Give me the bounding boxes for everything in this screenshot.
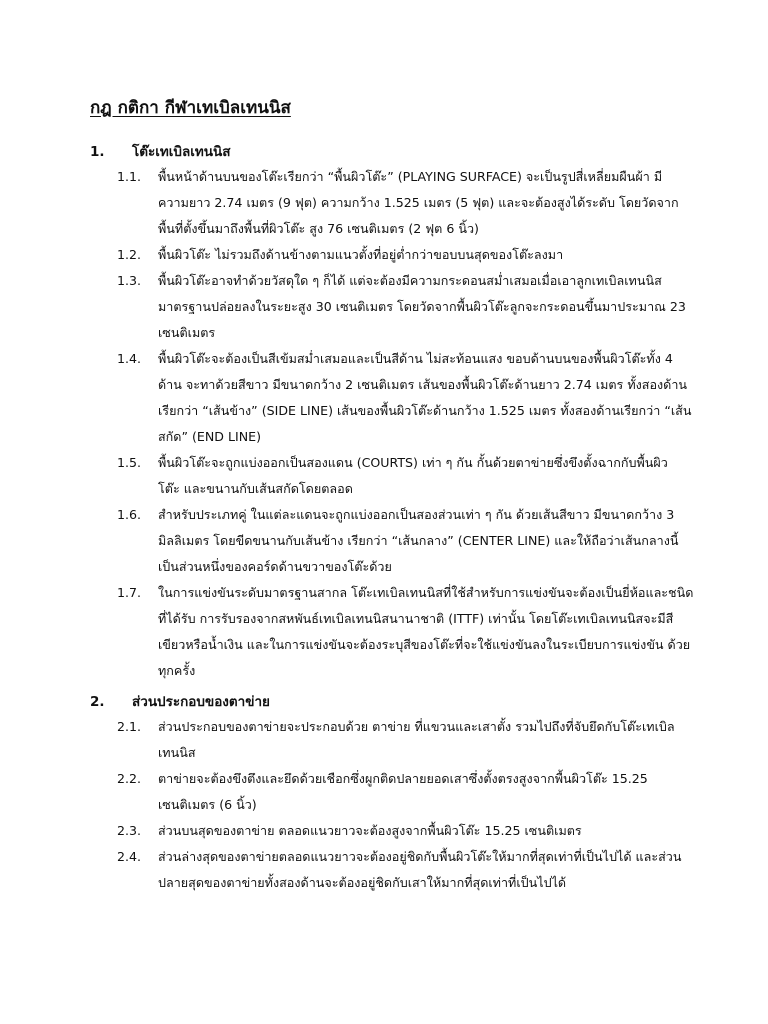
text-line: เขียวหรือน้ำเงิน และในการแข่งขันจะต้องระบุสีของโต๊ะที่จะใช้แข่งขันลงในระเบียบการแข่งขัน ด้วย (158, 637, 691, 652)
item-number: 1.2. (117, 247, 142, 262)
item-text (158, 164, 688, 242)
list-item (90, 242, 690, 268)
section-title: ส่วนประกอบของตาข่าย (132, 694, 270, 710)
item-text (158, 844, 688, 896)
section-number: 1. (90, 144, 105, 160)
item-number: 1.7. (117, 585, 142, 600)
item-text (158, 580, 694, 684)
text-line: พื้นผิวโต๊ะอาจทำด้วยวัสดุใด ๆ ก็ได้ แต่จะต้องมีความกระดอนสม่ำเสมอเมื่อเอาลูกเทเบิลเทนนิส (158, 273, 662, 288)
text-line: ด้าน จะทาด้วยสีขาว มีขนาดกว้าง 2 เซนติเมตร เส้นของพื้นผิวโต๊ะด้านยาว 2.74 เมตร ทั้งสองด้าน (158, 377, 688, 392)
text-line: ในการแข่งขันระดับมาตรฐานสากล โต๊ะเทเบิลเทนนิสที่ใช้สำหรับการแข่งขันจะต้องเป็นยี่ห้อและชนิด (158, 585, 694, 600)
text-line: ส่วนล่างสุดของตาข่ายตลอดแนวยาวจะต้องอยู่ชิดกับพื้นผิวโต๊ะให้มากที่สุดเท่าที่เป็นไปได้ และส่วน (158, 849, 682, 864)
document-title: กฎ กติกา กีฬาเทเบิลเทนนิส (90, 98, 291, 118)
list-item (90, 844, 690, 896)
section-net (90, 690, 690, 896)
text-line: พื้นที่ตั้งขึ้นมาถึงพื้นที่ผิวโต๊ะ สูง 76 เซนติเมตร (2 ฟุต 6 นิ้ว) (158, 221, 479, 236)
text-line: ตาข่ายจะต้องขึงตึงและยึดด้วยเชือกซึ่งผูกติดปลายยอดเสาซึ่งตั้งตรงสูงจากพื้นผิวโต๊ะ 15.25 (158, 771, 648, 786)
item-number: 2.2. (117, 771, 142, 786)
item-text (158, 450, 688, 502)
list-item (90, 818, 690, 844)
text-line: สกัด” (END LINE) (158, 429, 262, 444)
text-line: พื้นหน้าด้านบนของโต๊ะเรียกว่า “พื้นผิวโต๊ะ” (PLAYING SURFACE) จะเป็นรูปสี่เหลี่ยมผืนผ้า มี (158, 169, 663, 184)
text-line: เรียกว่า “เส้นข้าง” (SIDE LINE) เส้นของพื้นผิวโต๊ะด้านกว้าง 1.525 เมตร ทั้งสองด้านเรียกว่า “เส้น (158, 403, 692, 418)
text-line: ส่วนบนสุดของตาข่าย ตลอดแนวยาวจะต้องสูงจากพื้นผิวโต๊ะ 15.25 เซนติเมตร (158, 823, 582, 838)
list-item (90, 766, 690, 818)
text-line: เซนติเมตร (6 นิ้ว) (158, 797, 257, 812)
text-line: พื้นผิวโต๊ะจะถูกแบ่งออกเป็นสองแดน (COURTS) เท่า ๆ กัน กั้นด้วยตาข่ายซึ่งขึงตั้งฉากกับพื้นผิว (158, 455, 668, 470)
item-number: 1.1. (117, 169, 142, 184)
item-number: 2.3. (117, 823, 142, 838)
item-text (158, 818, 688, 844)
item-text (158, 502, 688, 580)
text-line: ที่ได้รับ การรับรองจากสหพันธ์เทเบิลเทนนิสนานาชาติ (ITTF) เท่านั้น โดยโต๊ะเทเบิลเทนนิสจะมีสี (158, 611, 674, 626)
text-line: มิลลิเมตร โดยขีดขนานกับเส้นข้าง เรียกว่า “เส้นกลาง” (CENTER LINE) และให้ถือว่าเส้นกลางนี้ (158, 533, 679, 548)
text-line: ความยาว 2.74 เมตร (9 ฟุต) ความกว้าง 1.525 เมตร (5 ฟุต) และจะต้องสูงได้ระดับ โดยวัดจาก (158, 195, 679, 210)
text-line: พื้นผิวโต๊ะ ไม่รวมถึงด้านข้างตามแนวตั้งที่อยู่ต่ำกว่าขอบบนสุดของโต๊ะลงมา (158, 247, 564, 262)
item-text (158, 268, 688, 346)
section-number: 2. (90, 694, 105, 710)
item-number: 1.6. (117, 507, 142, 522)
item-number: 1.3. (117, 273, 142, 288)
list-item (90, 164, 690, 242)
item-text (158, 242, 688, 268)
text-line: โต๊ะ และขนานกับเส้นสกัดโดยตลอด (158, 481, 353, 496)
item-number: 2.4. (117, 849, 142, 864)
section-heading (90, 690, 690, 714)
text-line: มาตรฐานปล่อยลงในระยะสูง 30 เซนติเมตร โดยวัดจากพื้นผิวโต๊ะลูกจะกระดอนขึ้นมาประมาณ 23 (158, 299, 686, 314)
text-line: สำหรับประเภทคู่ ในแต่ละแดนจะถูกแบ่งออกเป็นสองส่วนเท่า ๆ กัน ด้วยเส้นสีขาว มีขนาดกว้าง 3 (158, 507, 675, 522)
text-line: เป็นส่วนหนึ่งของคอร์ดด้านขวาของโต๊ะด้วย (158, 559, 392, 574)
text-line: ทุกครั้ง (158, 663, 196, 678)
list-item (90, 268, 690, 346)
section-heading (90, 140, 690, 164)
section-items (90, 714, 690, 896)
section-items (90, 164, 694, 684)
text-line: เทนนิส (158, 745, 196, 760)
text-line: เซนติเมตร (158, 325, 216, 340)
section-title: โต๊ะเทเบิลเทนนิส (132, 144, 231, 160)
item-number: 1.5. (117, 455, 142, 470)
item-number: 2.1. (117, 719, 142, 734)
list-item (90, 714, 690, 766)
list-item (90, 450, 690, 502)
item-text (158, 766, 688, 818)
item-number: 1.4. (117, 351, 142, 366)
item-text (158, 714, 688, 766)
text-line: ปลายสุดของตาข่ายทั้งสองด้านจะต้องอยู่ชิดกับเสาให้มากที่สุดเท่าที่เป็นไปได้ (158, 875, 567, 890)
list-item (90, 346, 690, 450)
list-item (90, 502, 690, 580)
section-table (90, 140, 694, 684)
text-line: พื้นผิวโต๊ะจะต้องเป็นสีเข้มสม่ำเสมอและเป็นสีด้าน ไม่สะท้อนแสง ขอบด้านบนของพื้นผิวโต๊ะทั้ง 4 (158, 351, 673, 366)
text-line: ส่วนประกอบของตาข่ายจะประกอบด้วย ตาข่าย ที่แขวนและเสาตั้ง รวมไปถึงที่จับยึดกับโต๊ะเทเบิล (158, 719, 675, 734)
list-item (90, 580, 694, 684)
item-text (158, 346, 692, 450)
